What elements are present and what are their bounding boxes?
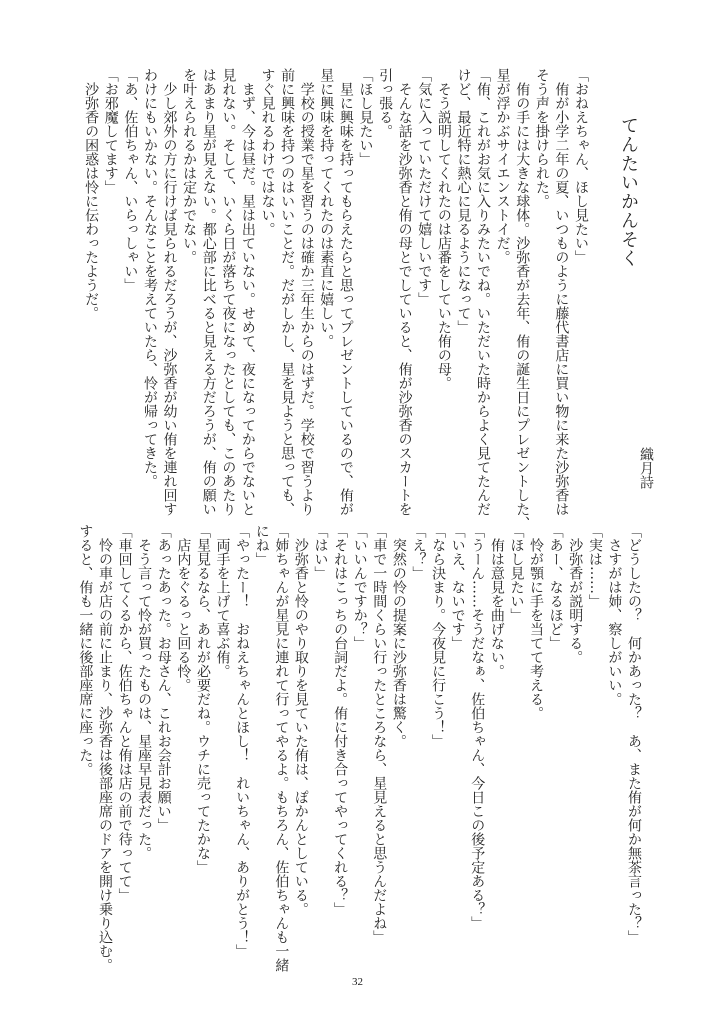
text-line: 見れない。そして、いくら日が落ちて夜になったとしても、このあたり <box>220 68 237 516</box>
page-number: 32 <box>352 976 363 988</box>
text-line: まず、今は昼だ。星は出ていない。せめて、夜になってからでないと <box>239 68 256 516</box>
text-line: 怜が顎に手を当てて考える。 <box>528 524 545 720</box>
text-line: そう声を掛けられた。 <box>533 68 550 208</box>
text-line: 「いえ、ないです」 <box>449 524 466 650</box>
text-line: 「おねえちゃん、ほし見たい」 <box>573 68 589 264</box>
text-line: 「え？」 <box>410 524 427 580</box>
text-line: そんな話を沙弥香と侑の母とでしていると、侑が沙弥香のスカートを <box>396 68 413 516</box>
text-line: を叶えられるかは定かでない。 <box>181 68 198 264</box>
text-line: 星が浮かぶサイエンストイだ。 <box>494 68 511 264</box>
text-line: 「車で一時間くらい行ったところなら、星見えると思うんだよね」 <box>371 524 388 944</box>
text-line: 沙弥香が説明する。 <box>567 524 584 664</box>
text-line: すると、侑も一緒に後部座席に座った。 <box>77 524 94 776</box>
text-line: 「それはこっちの台詞だよ。侑に付き合ってやってくれる？」 <box>332 524 349 916</box>
text-line: はあまり星が見えない。都心部に比べると見える方だろうが、侑の願い <box>200 68 217 516</box>
text-line: 侑の手には大きな球体。沙弥香が去年、侑の誕生日にプレゼントした、 <box>514 68 531 530</box>
text-line: 「あったあった。お母さん、これお会計お願い」 <box>155 524 172 832</box>
text-line: すぐ見れるわけではない。 <box>259 68 276 236</box>
text-line: 「いいんですか？」 <box>351 524 368 650</box>
text-line: 沙弥香と怜のやり取りを見ていた侑は、ぽかんとしている。 <box>292 524 309 916</box>
text-line: そう言って怜が買ったものは、星座早見表だった。 <box>136 524 153 860</box>
text-line: 侑が小学二年の夏、いつものように藤代書店に買い物に来た沙弥香は <box>553 68 570 516</box>
text-line: 少し郊外の方に行けば見られるだろうが、沙弥香が幼い侑を連れ回す <box>161 68 178 516</box>
text-line: 「星見るなら、あれが必要だね。ウチに売ってたかな」 <box>194 524 211 874</box>
text-line: 星に興味を持ってくれたのは素直に嬉しい。 <box>318 68 335 348</box>
text-line: わけにもいかない。そんなことを考えていたら、怜が帰ってきた。 <box>141 68 158 488</box>
text-line: 「なら決まり。今夜見に行こう！」 <box>430 524 447 748</box>
upper-text-block <box>80 68 590 530</box>
text-line: 突然の怜の提案に沙弥香は驚く。 <box>390 524 407 748</box>
text-line: 前に興味を持つのはいいことだ。だがしかし、星を見ようと思っても、 <box>279 68 296 516</box>
lower-text-block <box>77 524 643 972</box>
text-line: 「どうしたの？ 何かあった？ あ、また侑が何か無茶言った？」 <box>626 524 642 944</box>
text-line: 「あ、佐伯ちゃん、いらっしゃい」 <box>122 68 139 292</box>
text-line: 「実は……」 <box>586 524 603 608</box>
text-line: 沙弥香の困惑は怜に伝わったようだ。 <box>83 68 100 320</box>
text-line: 学校の授業で星を習うのは確か三年生からのはずだ。学校で習うより <box>298 68 315 516</box>
text-line: 「はい」 <box>312 524 329 580</box>
text-line: 「あー、なるほど」 <box>547 524 564 650</box>
text-line: 店内をぐるっと回る怜。 <box>175 524 192 692</box>
text-line: 「やったー！ おねえちゃんとほし！ れいちゃん、ありがとう！」 <box>234 524 251 958</box>
text-line: 「車回してくるから、佐伯ちゃんと侑は店の前で待ってて」 <box>116 524 133 902</box>
story-title: てんたいかんそく <box>618 116 639 268</box>
text-line: 怜の車が店の前に止まり、沙弥香は後部座席のドアを開け乗り込む。 <box>96 524 113 972</box>
text-line: 「うーん……そうだなぁ、佐伯ちゃん、今日この後予定ある？」 <box>469 524 486 930</box>
text-line: にね」 <box>253 524 270 566</box>
text-line: 星に興味を持ってもらえたらと思ってプレゼントしているので、侑が <box>337 68 354 516</box>
text-line: そう説明してくれたのは店番をしていた侑の母。 <box>435 68 452 390</box>
text-line: 「侑、これがお気に入りみたいでね。いただいた時からよく見てたんだ <box>475 68 492 516</box>
text-line: 「気に入っていただけて嬉しいです」 <box>416 68 433 306</box>
text-line: 「姉ちゃんが星見に連れて行ってやるよ。もちろん、佐伯ちゃんも一緒 <box>273 524 290 972</box>
text-line: 「お邪魔してます」 <box>102 68 119 194</box>
author-name: 織月詩 <box>638 447 654 489</box>
text-line: 引っ張る。 <box>377 68 394 138</box>
text-line: けど、最近特に熱心に見るようになって」 <box>455 68 472 334</box>
text-line: 侑は意見を曲げない。 <box>488 524 505 678</box>
text-line: 「ほし見たい」 <box>508 524 525 622</box>
text-line: 「ほし見たい」 <box>357 68 374 166</box>
text-line: 両手を上げて喜ぶ侑。 <box>214 524 231 678</box>
text-line: さすがは姉、察しがいい。 <box>606 524 623 706</box>
